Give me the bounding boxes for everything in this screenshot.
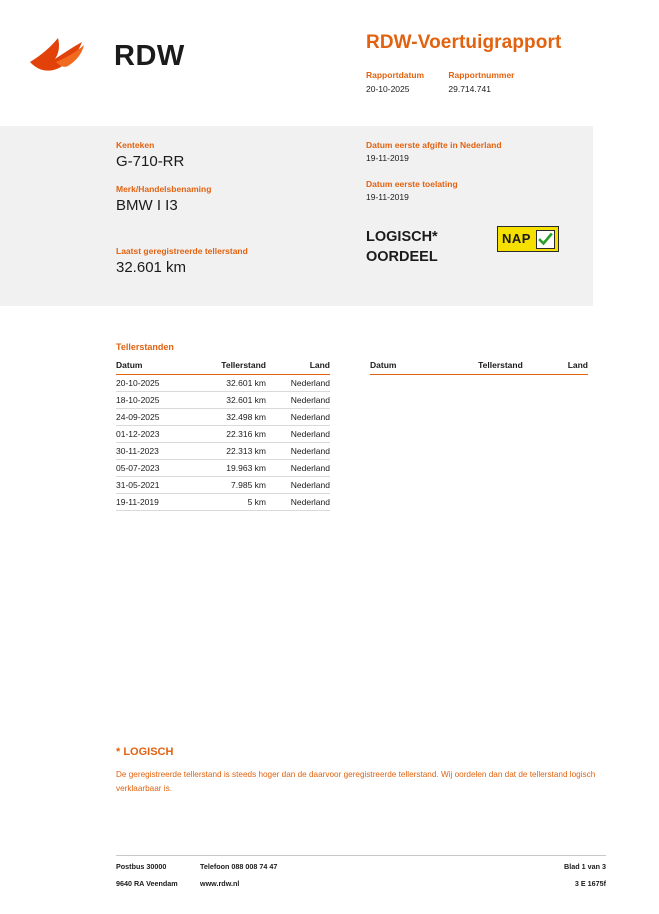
footer-postbus: Postbus 30000 [116,862,167,871]
footer-code: 3 E 1675f [574,879,606,888]
cell-tellerstand: 22.316 km [194,426,266,443]
cell-tellerstand: 32.498 km [194,409,266,426]
footer-page: Blad 1 van 3 [564,862,606,871]
table-row [116,460,330,477]
cell-tellerstand: 22.313 km [194,443,266,460]
footer-address: 9640 RA Veendam [116,879,178,888]
meta-rapportdatum-label: Rapportdatum [366,70,425,80]
tellerstanden-table-left [116,360,330,511]
tellerstanden-table-right [370,360,588,375]
cell-datum: 01-12-2023 [116,426,194,443]
tellerstand-value: 32.601 km [116,259,187,276]
table-row [116,477,330,494]
cell-datum: 31-05-2021 [116,477,194,494]
meta-rapportdatum-value: 20-10-2025 [366,84,410,94]
cell-land: Nederland [266,392,330,409]
checkmark-icon [536,230,555,249]
table-row [116,392,330,409]
logisch-note-title: * LOGISCH [116,746,174,758]
kenteken-label: Kenteken [116,140,155,150]
cell-datum: 18-10-2025 [116,392,194,409]
meta-rapportnummer-value: 29.714.741 [448,84,491,94]
tellerstanden-left-body [116,375,330,511]
logisch-note [116,746,606,797]
table-row [116,443,330,460]
summary-band [0,126,593,306]
footer-row-1 [116,862,606,879]
rdw-logo [26,22,206,82]
footer-row-2 [116,879,606,896]
meta-rapportnummer-label: Rapportnummer [448,70,515,80]
report-title: RDW-Voertuigrapport [366,32,562,53]
tellerstanden-title: Tellerstanden [116,342,174,352]
table-row [116,426,330,443]
footer-telefoon: Telefoon 088 008 74 47 [200,862,278,871]
cell-datum: 30-11-2023 [116,443,194,460]
col-datum: Datum [370,360,449,375]
eerste-afgifte-label: Datum eerste afgifte in Nederland [366,140,502,150]
verdict-line-2: OORDEEL [366,248,438,265]
document-header [0,0,659,118]
report-meta [366,70,515,94]
cell-tellerstand: 32.601 km [194,392,266,409]
table-row [116,494,330,511]
summary-right-column [366,140,586,218]
eerste-toelating-value: 19-11-2019 [366,192,409,202]
cell-land: Nederland [266,494,330,511]
cell-land: Nederland [266,409,330,426]
cell-land: Nederland [266,375,330,392]
table-row [116,409,330,426]
verdict-line-1: LOGISCH* [366,229,438,245]
cell-tellerstand: 5 km [194,494,266,511]
rdw-logo-text: RDW [114,40,185,72]
meta-rapportnummer [448,70,514,94]
tellerstand-label: Laatst geregistreerde tellerstand [116,246,248,256]
eerste-afgifte-value: 19-11-2019 [366,153,409,163]
cell-datum: 05-07-2023 [116,460,194,477]
summary-left-column [116,140,356,290]
cell-land: Nederland [266,477,330,494]
cell-land: Nederland [266,443,330,460]
cell-datum: 20-10-2025 [116,375,194,392]
col-land: Land [266,360,330,375]
nap-badge-text: NAP [502,231,531,246]
nap-badge [497,226,559,252]
col-datum: Datum [116,360,194,375]
eerste-toelating-label: Datum eerste toelating [366,179,458,189]
merk-value: BMW I I3 [116,197,178,214]
cell-datum: 24-09-2025 [116,409,194,426]
verdict-text [366,228,438,267]
cell-tellerstand: 19.963 km [194,460,266,477]
cell-land: Nederland [266,426,330,443]
table-header-row [116,360,330,375]
cell-tellerstand: 7.985 km [194,477,266,494]
table-header-row [370,360,588,375]
footer-divider [116,855,606,856]
kenteken-value: G-710-RR [116,153,185,170]
footer-website[interactable]: www.rdw.nl [200,879,240,888]
cell-land: Nederland [266,460,330,477]
rdw-flame-icon [26,32,104,76]
logisch-note-body: De geregistreerde tellerstand is steeds hoger dan de daarvoor geregistreerde tellerstand. Wij oordelen dan dat de tellerstand logisch verklaarbaar is. [116,770,596,794]
document-footer [116,862,606,896]
merk-label: Merk/Handelsbenaming [116,184,212,194]
cell-datum: 19-11-2019 [116,494,194,511]
col-land: Land [523,360,588,375]
col-tellerstand: Tellerstand [449,360,522,375]
col-tellerstand: Tellerstand [194,360,266,375]
meta-rapportdatum [366,70,446,94]
cell-tellerstand: 32.601 km [194,375,266,392]
table-row [116,375,330,392]
